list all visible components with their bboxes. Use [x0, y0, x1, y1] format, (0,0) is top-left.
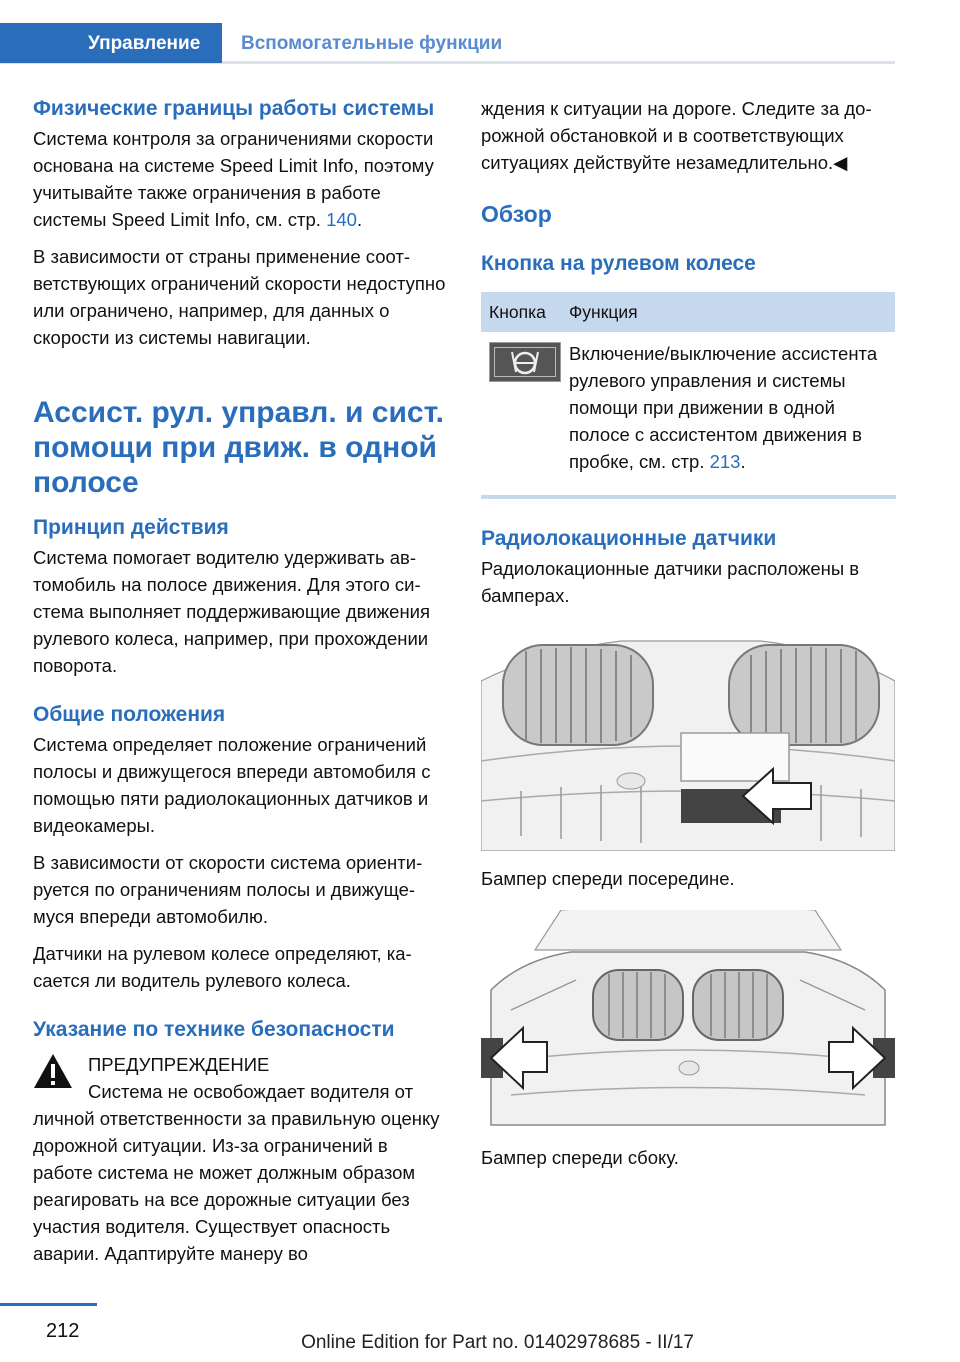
table-header-button: Кнопка [481, 292, 561, 332]
heading-principle: Принцип действия [33, 516, 229, 539]
paragraph-general-1: Система определяет положение ограничений полосы и движущегося впереди автомобиля с помощью пяти радиолокационных датчиков и видеокамеры. [33, 734, 431, 836]
caption-center: Бампер спереди посередине. [481, 868, 735, 889]
warning-text-first-line: Система не освобождает водителя от [88, 1081, 414, 1102]
tab-auxiliary-functions[interactable]: Вспомогательные функции [241, 33, 503, 54]
table-header-function: Функция [561, 292, 895, 332]
paragraph-physical-2: В зависимости от страны применение соответствующих ограничений скорости недоступно или ограничено, например, для данных о скорости из системы навигации. [33, 246, 446, 348]
right-column [481, 95, 896, 1171]
section-title-lane-assist: Ассист. рул. управл. и сист. помощи при движ. в одной полосе [33, 396, 445, 499]
table-row [481, 332, 895, 487]
page-link-213[interactable]: 213 [709, 451, 741, 472]
warning-title: ПРЕДУПРЕЖДЕНИЕ [88, 1054, 270, 1075]
figure-front-bumper-center [481, 631, 895, 851]
left-column [33, 95, 448, 1277]
page-link-140[interactable]: 140 [326, 209, 357, 230]
paragraph-physical-1: Система контроля за ограничениями скорости основана на системе Speed Limit Info, поэтому учитывайте также ограничения в работе системы Speed Limit Info, см. стр. 140. [33, 128, 434, 230]
paragraph-continued: ждения к ситуации на дороге. Следите за дорожной обстановкой и в соответствующих ситуациях действуйте незамедлительно.◀ [481, 98, 872, 173]
button-function-table [481, 292, 895, 487]
page-number: 212 [46, 1320, 80, 1342]
caption-side: Бампер спереди сбоку. [481, 1147, 679, 1168]
warning-triangle-icon [33, 1053, 73, 1089]
paragraph-radar: Радиолокационные датчики расположены в бамперах. [481, 558, 860, 606]
edition-note: Online Edition for Part no. 01402978685 - II/17 [301, 1332, 694, 1353]
heading-overview: Обзор [481, 201, 552, 227]
warning-block [33, 1051, 448, 1267]
table-cell-function: Включение/выключение ассистента рулевого управления и системы помощи при движении в одной полосе с ассистентом движения в пробке, см. стр. 213. [569, 343, 878, 472]
tab-control[interactable] [0, 23, 222, 63]
figure-front-bumper-side [481, 910, 895, 1130]
tab-control-label: Управление [88, 33, 201, 54]
heading-steering-button: Кнопка на рулевом колесе [481, 252, 756, 275]
heading-general: Общие положения [33, 703, 226, 726]
heading-physical-limits: Физические границы работы системы [33, 97, 435, 120]
heading-safety: Указание по технике безопасности [33, 1018, 395, 1041]
paragraph-general-2: В зависимости от скорости система ориентируется по ограничениям полосы и движущемуся впереди автомобилю. [33, 852, 423, 927]
paragraph-principle: Система помогает водителю удерживать автомобиль на полосе движения. Для этого система выполняет поддерживающие движения рулевого колеса, например, при прохождении поворота. [33, 547, 431, 676]
lane-assist-button-icon [489, 342, 561, 382]
footer-rule [0, 1303, 97, 1306]
warning-text: личной ответственности за правильную оценку дорожной ситуации. Из-за ограничений в работе система не может должным образом реагировать на все дорожные ситуации без участия водителя. Существует опасность аварии. Адаптируйте манеру во [33, 1108, 440, 1264]
heading-radar: Радиолокационные датчики [481, 527, 777, 550]
paragraph-general-3: Датчики на рулевом колесе определяют, касается ли водитель рулевого колеса. [33, 943, 412, 991]
table-divider [481, 495, 896, 499]
